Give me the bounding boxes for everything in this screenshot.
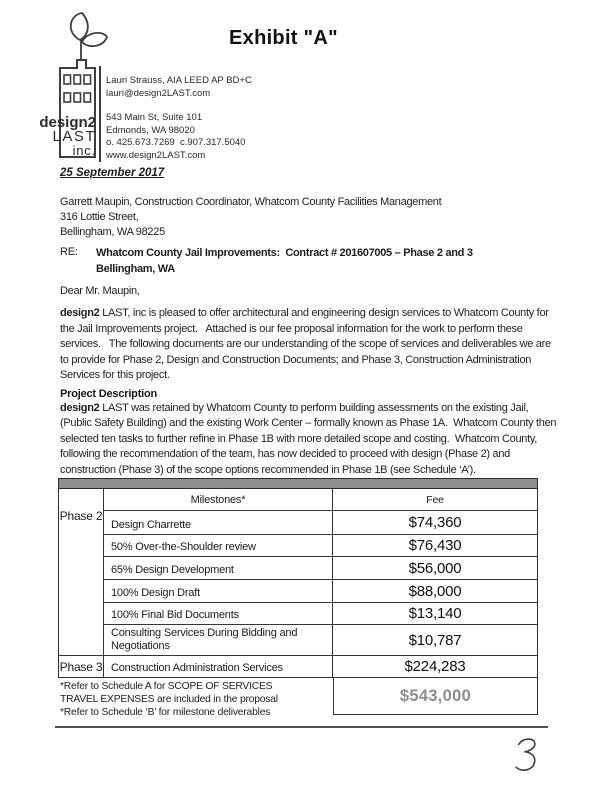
milestone-cell: Design Charrette: [104, 511, 333, 535]
website-url: www.design2LAST.com: [106, 149, 206, 161]
page-title: Exhibit "A": [229, 27, 338, 49]
re-subject-line-2: Bellingham, WA: [96, 262, 175, 275]
fee-cell: $88,000: [333, 580, 538, 603]
fee-table: [58, 478, 538, 718]
phone-numbers: o. 425.673.7269 c.907.317.5040: [106, 137, 246, 148]
re-subject: [96, 246, 473, 277]
total-fee-cell: $543,000: [333, 678, 538, 715]
handwritten-page-number: [514, 736, 542, 774]
address-line-1: 543 Main St, Suite 101: [106, 112, 203, 123]
contact-block-address: [106, 112, 245, 162]
fee-cell: $74,360: [333, 511, 538, 535]
milestone-cell: 100% Design Draft: [104, 580, 333, 603]
project-description-paragraph: design2 LAST was retained by Whatcom County to perform building assessments on the existing Jail, (Public Safety Building) and the existing Work Center – formally known as Phase 1A. Whatcom County then selected ten tasks to further refine in Phase 1B with more detailed scope and costing. Whatcom County, following the recommendation of the team, has now decided to proceed with design (Phase 2) and construction (Phase 3) of the scope options recommended in Phase 1B (see Schedule ‘A’).: [60, 402, 557, 476]
milestone-cell: 65% Design Development: [104, 557, 333, 580]
address-line-2: Edmonds, WA 98020: [106, 124, 195, 136]
brand-mention: design2: [60, 402, 100, 414]
fee-cell: $10,787: [333, 625, 538, 656]
table-top-gray-bar: [58, 478, 538, 489]
milestone-cell: 50% Over-the-Shoulder review: [104, 535, 333, 557]
body-paragraph: design2 LAST, inc is pleased to offer architectural and engineering design services to Whatcom County for the Jail Improvements project. Attached is our fee proposal information for the work to perform these services. The following documents are our understanding of the scope of services and deliverables we are to provide for Phase 2, Design and Construction Documents; and Phase 3, Construction Administration Services for this project.: [60, 307, 551, 382]
footnote-line: TRAVEL EXPENSES are included in the proposal: [60, 693, 278, 705]
contact-name: Lauri Strauss, AIA LEED AP BD+C: [106, 75, 252, 86]
section-heading-project-description: Project Description: [60, 388, 158, 400]
recipient-line-3: Bellingham, WA 98225: [60, 226, 165, 238]
brand-line-design2: design2: [39, 114, 96, 131]
footnote-line: *Refer to Schedule ‘B’ for milestone deliverables: [60, 706, 271, 718]
re-subject-line-1: Whatcom County Jail Improvements: Contract # 201607005 – Phase 2 and 3: [96, 247, 473, 259]
letterhead-divider: [99, 66, 101, 162]
milestone-cell: 100% Final Bid Documents: [104, 603, 333, 625]
footnote-line: *Refer to Schedule A for SCOPE OF SERVICES: [60, 681, 273, 692]
footer-rule: [55, 726, 548, 728]
recipient-line-1: Garrett Maupin, Construction Coordinator, Whatcom County Facilities Management: [60, 196, 442, 208]
phase3-cell: Phase 3: [58, 656, 104, 678]
contact-email: lauri@design2LAST.com: [106, 87, 211, 99]
fee-cell: $76,430: [333, 535, 538, 557]
table-footnotes: [58, 678, 333, 718]
milestone-cell: Construction Administration Services: [104, 656, 333, 678]
recipient-block: [60, 195, 441, 240]
phase2-cell: Phase 2: [58, 489, 104, 656]
recipient-line-2: 316 Lottie Street,: [60, 211, 139, 223]
milestone-cell: Consulting Services During Bidding and Negotiations: [104, 625, 333, 656]
brand-mention: design2: [60, 307, 100, 319]
fee-cell: $224,283: [333, 656, 538, 678]
column-header-fee: Fee: [333, 489, 538, 511]
brand-name: [18, 116, 96, 158]
brand-line-last: LAST: [52, 128, 96, 145]
fee-cell: $13,140: [333, 603, 538, 625]
letter-date: 25 September 2017: [60, 167, 165, 179]
contact-block-person: [106, 75, 252, 100]
fee-cell: $56,000: [333, 557, 538, 580]
salutation: Dear Mr. Maupin,: [60, 285, 140, 297]
re-label: RE:: [60, 246, 78, 258]
column-header-milestones: Milestones*: [104, 489, 333, 511]
brand-line-inc: inc.: [72, 143, 96, 158]
